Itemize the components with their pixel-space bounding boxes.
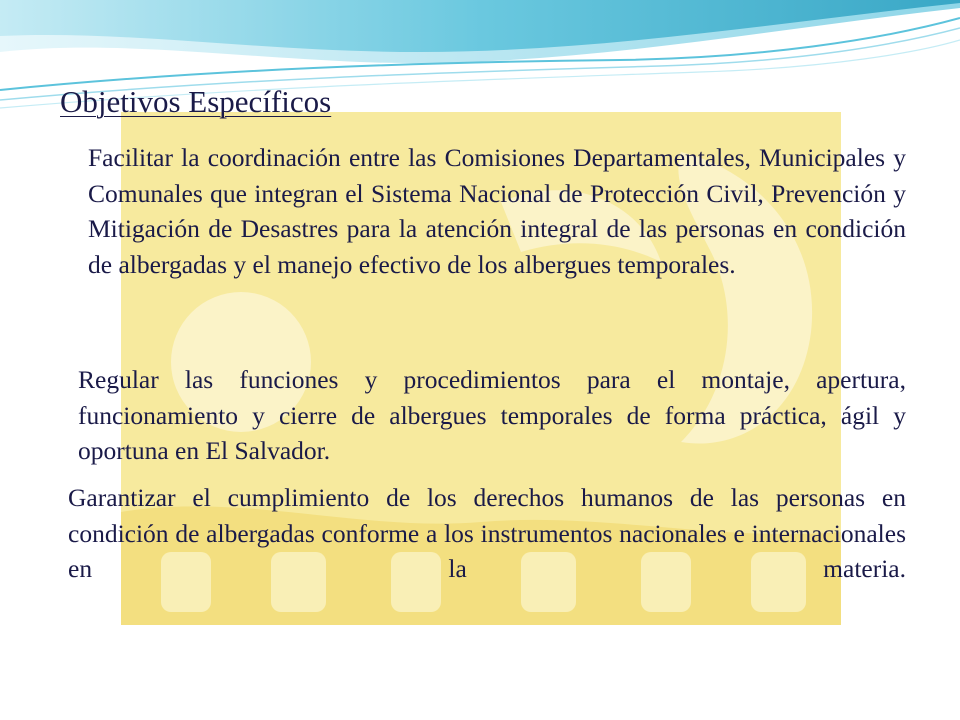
objective-paragraph-2: Regular las funciones y procedimientos para el montaje, apertura, funcionamiento y cierre de albergues temporales de forma práctica, ágil y oportuna en El Salvador. — [78, 365, 906, 465]
objective-paragraph-1: Facilitar la coordinación entre las Comisiones Departamentales, Municipales y Comunales que integran el Sistema Nacional de Protección Civil, Prevención y Mitigación de Desastres para la atención integral de las personas en condición de albergadas y el manejo efectivo de los albergues temporales. — [88, 143, 906, 279]
objective-paragraph-3: Garantizar el cumplimiento de los derechos humanos de las personas en condición de albergadas conforme a los instrumentos nacionales e internacionales en la materia. — [68, 483, 906, 583]
slide-title: Objetivos Específicos — [60, 84, 332, 119]
